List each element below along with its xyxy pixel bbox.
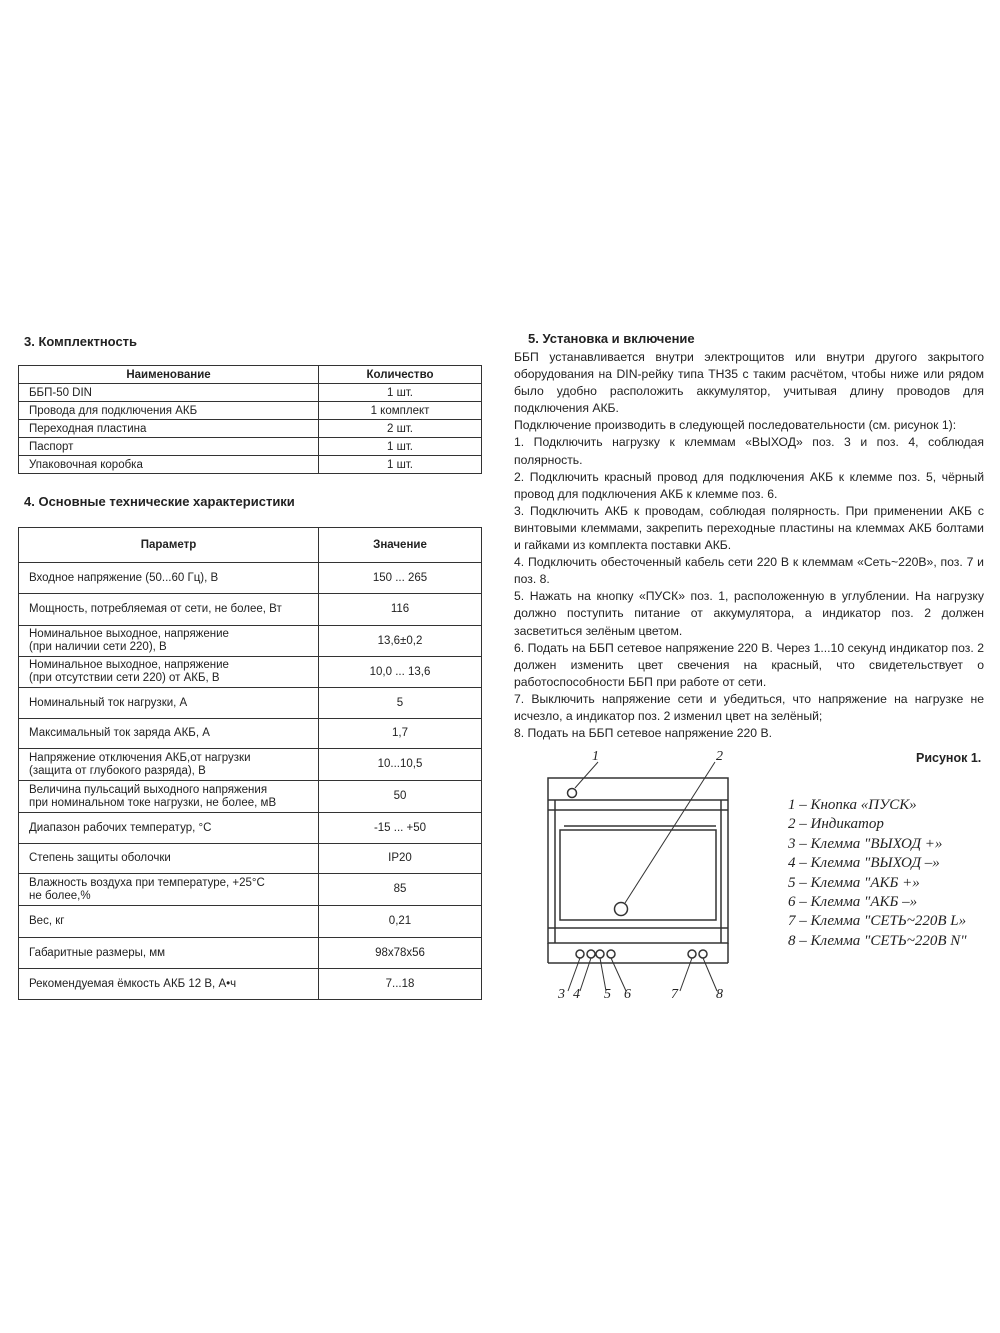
legend-item: 5 – Клемма "АКБ +» [788, 874, 920, 891]
table-row [19, 420, 482, 438]
spec-param: Вес, кг [19, 906, 319, 938]
paragraph: 2. Подключить красный провод для подключения АКБ к клемме поз. 5, чёрный провод для подключения АКБ к клемме поз. 6. [514, 469, 984, 501]
spec-value: 10,0 ... 13,6 [319, 657, 482, 688]
spec-value: 5 [319, 688, 482, 719]
spec-param: Рекомендуемая ёмкость АКБ 12 В, А•ч [19, 969, 319, 1000]
spec-header-value: Значение [319, 528, 482, 563]
kit-name: Упаковочная коробка [19, 456, 319, 474]
table-row [19, 384, 482, 402]
figure-caption: Рисунок 1. [916, 751, 982, 765]
callout-4: 4 [573, 987, 580, 1002]
spec-table-header [19, 528, 482, 563]
spec-value: IP20 [319, 844, 482, 874]
spec-param: Входное напряжение (50...60 Гц), В [19, 563, 319, 594]
spec-param: Влажность воздуха при температуре, +25°С не более,% [19, 874, 319, 906]
table-row [19, 813, 482, 844]
legend-item: 6 – Клемма "АКБ –» [788, 894, 918, 911]
spec-value: 116 [319, 594, 482, 626]
terminal-6 [607, 950, 615, 958]
callout-7: 7 [671, 987, 678, 1002]
callout-5: 5 [604, 987, 611, 1002]
kit-qty: 1 шт. [319, 438, 482, 456]
spec-value: 98х78х56 [319, 938, 482, 969]
terminal-3 [576, 950, 584, 958]
table-row [19, 438, 482, 456]
spec-table [18, 527, 482, 1000]
legend-item: 2 – Индикатор [788, 816, 884, 833]
kit-name: Переходная пластина [19, 420, 319, 438]
table-row [19, 906, 482, 938]
device-diagram [540, 748, 740, 1008]
table-row [19, 563, 482, 594]
spec-value: 50 [319, 781, 482, 813]
paragraph: 5. Нажать на кнопку «ПУСК» поз. 1, расположенную в углублении. На нагрузку должно поступить питание от аккумулятора, а индикатор поз. 2 должен засветиться зелёным цветом. [514, 589, 984, 638]
table-row [19, 688, 482, 719]
table-row [19, 719, 482, 749]
spec-value: 7...18 [319, 969, 482, 1000]
table-row [19, 657, 482, 688]
section4-title: 4. Основные технические характеристики [24, 494, 295, 509]
callout-2: 2 [716, 749, 723, 764]
spec-param: Степень защиты оболочки [19, 844, 319, 874]
table-row [19, 969, 482, 1000]
table-row [19, 626, 482, 657]
legend-item: 8 – Клемма "СЕТЬ~220В N" [788, 932, 967, 949]
terminal-7 [688, 950, 696, 958]
kit-table [18, 365, 482, 474]
kit-qty: 1 комплект [319, 402, 482, 420]
table-row [19, 781, 482, 813]
start-button-mark [568, 789, 577, 798]
legend-item: 4 – Клемма "ВЫХОД –» [788, 855, 940, 872]
spec-param: Мощность, потребляемая от сети, не более, Вт [19, 594, 319, 626]
paragraph: 4. Подключить обесточенный кабель сети 220 В к клеммам «Сеть~220В», поз. 7 и поз. 8. [514, 555, 984, 587]
section5-title: 5. Установка и включение [528, 331, 695, 346]
spec-param: Величина пульсаций выходного напряжения при номинальном токе нагрузки, не более, мВ [19, 781, 319, 813]
spec-value: 85 [319, 874, 482, 906]
kit-table-header [19, 366, 482, 384]
figure-legend [788, 796, 967, 951]
table-row [19, 402, 482, 420]
table-row [19, 938, 482, 969]
kit-qty: 2 шт. [319, 420, 482, 438]
paragraph: 3. Подключить АКБ к проводам, соблюдая полярность. При применении АКБ с винтовыми клеммами, закрепить переходные пластины на клеммах АКБ болтами и гайками из комплекта поставки АКБ. [514, 503, 984, 553]
indicator-mark [615, 903, 628, 916]
paragraph: 1. Подключить нагрузку к клеммам «ВЫХОД» поз. 3 и поз. 4, соблюдая полярность. [514, 435, 984, 467]
spec-value: 10...10,5 [319, 749, 482, 781]
table-row [19, 844, 482, 874]
kit-qty: 1 шт. [319, 456, 482, 474]
spec-value: 150 ... 265 [319, 563, 482, 594]
section3-title: 3. Комплектность [24, 334, 138, 349]
kit-name: Провода для подключения АКБ [19, 402, 319, 420]
paragraph: ББП устанавливается внутри электрощитов или внутри другого закрытого оборудования на DIN-рейку типа ТН35 с таким расчётом, чтобы ниже или рядом было удобно расположить аккумулятор, учитывая длину проводов для подключения АКБ. [514, 350, 984, 416]
terminal-4 [587, 950, 595, 958]
legend-item: 1 – Кнопка «ПУСК» [788, 797, 917, 813]
spec-value: 13,6±0,2 [319, 626, 482, 657]
table-row [19, 456, 482, 474]
kit-header-name: Наименование [19, 366, 319, 384]
callout-8: 8 [716, 987, 723, 1002]
paragraph: 8. Подать на ББП сетевое напряжение 220 В. [514, 726, 772, 741]
callout-6: 6 [624, 987, 631, 1002]
kit-name: ББП-50 DIN [19, 384, 319, 402]
callout-3: 3 [558, 987, 565, 1002]
spec-param: Максимальный ток заряда АКБ, А [19, 719, 319, 749]
table-row [19, 874, 482, 906]
legend-item: 3 – Клемма "ВЫХОД +» [788, 835, 943, 852]
legend-item: 7 – Клемма "СЕТЬ~220В L» [788, 913, 967, 930]
kit-name: Паспорт [19, 438, 319, 456]
kit-header-qty: Количество [319, 366, 482, 384]
spec-param: Номинальное выходное, напряжение (при наличии сети 220), В [19, 626, 319, 657]
terminal-5 [596, 950, 604, 958]
device-window [560, 830, 716, 920]
device-housing [548, 778, 728, 943]
spec-param: Диапазон рабочих температур, °С [19, 813, 319, 844]
spec-param: Габаритные размеры, мм [19, 938, 319, 969]
spec-param: Напряжение отключения АКБ,от нагрузки (защита от глубокого разряда), В [19, 749, 319, 781]
paragraph: Подключение производить в следующей последовательности (см. рисунок 1): [514, 418, 957, 433]
spec-value: -15 ... +50 [319, 813, 482, 844]
kit-qty: 1 шт. [319, 384, 482, 402]
spec-value: 0,21 [319, 906, 482, 938]
installation-text [514, 349, 984, 742]
spec-header-param: Параметр [19, 528, 319, 563]
paragraph: 6. Подать на ББП сетевое напряжение 220 В. Через 1...10 секунд индикатор поз. 2 должен изменить цвет свечения на красный, что свидетельствует о работоспособности ББП при работе от сети. [514, 640, 984, 689]
callout-1: 1 [592, 749, 599, 764]
table-row [19, 749, 482, 781]
spec-param: Номинальный ток нагрузки, А [19, 688, 319, 719]
terminal-8 [699, 950, 707, 958]
spec-value: 1,7 [319, 719, 482, 749]
table-row [19, 594, 482, 626]
paragraph: 7. Выключить напряжение сети и убедиться, что напряжение на нагрузке не исчезло, а индикатор поз. 2 изменил цвет на зелёный; [514, 691, 984, 723]
spec-param: Номинальное выходное, напряжение (при отсутствии сети 220) от АКБ, В [19, 657, 319, 688]
